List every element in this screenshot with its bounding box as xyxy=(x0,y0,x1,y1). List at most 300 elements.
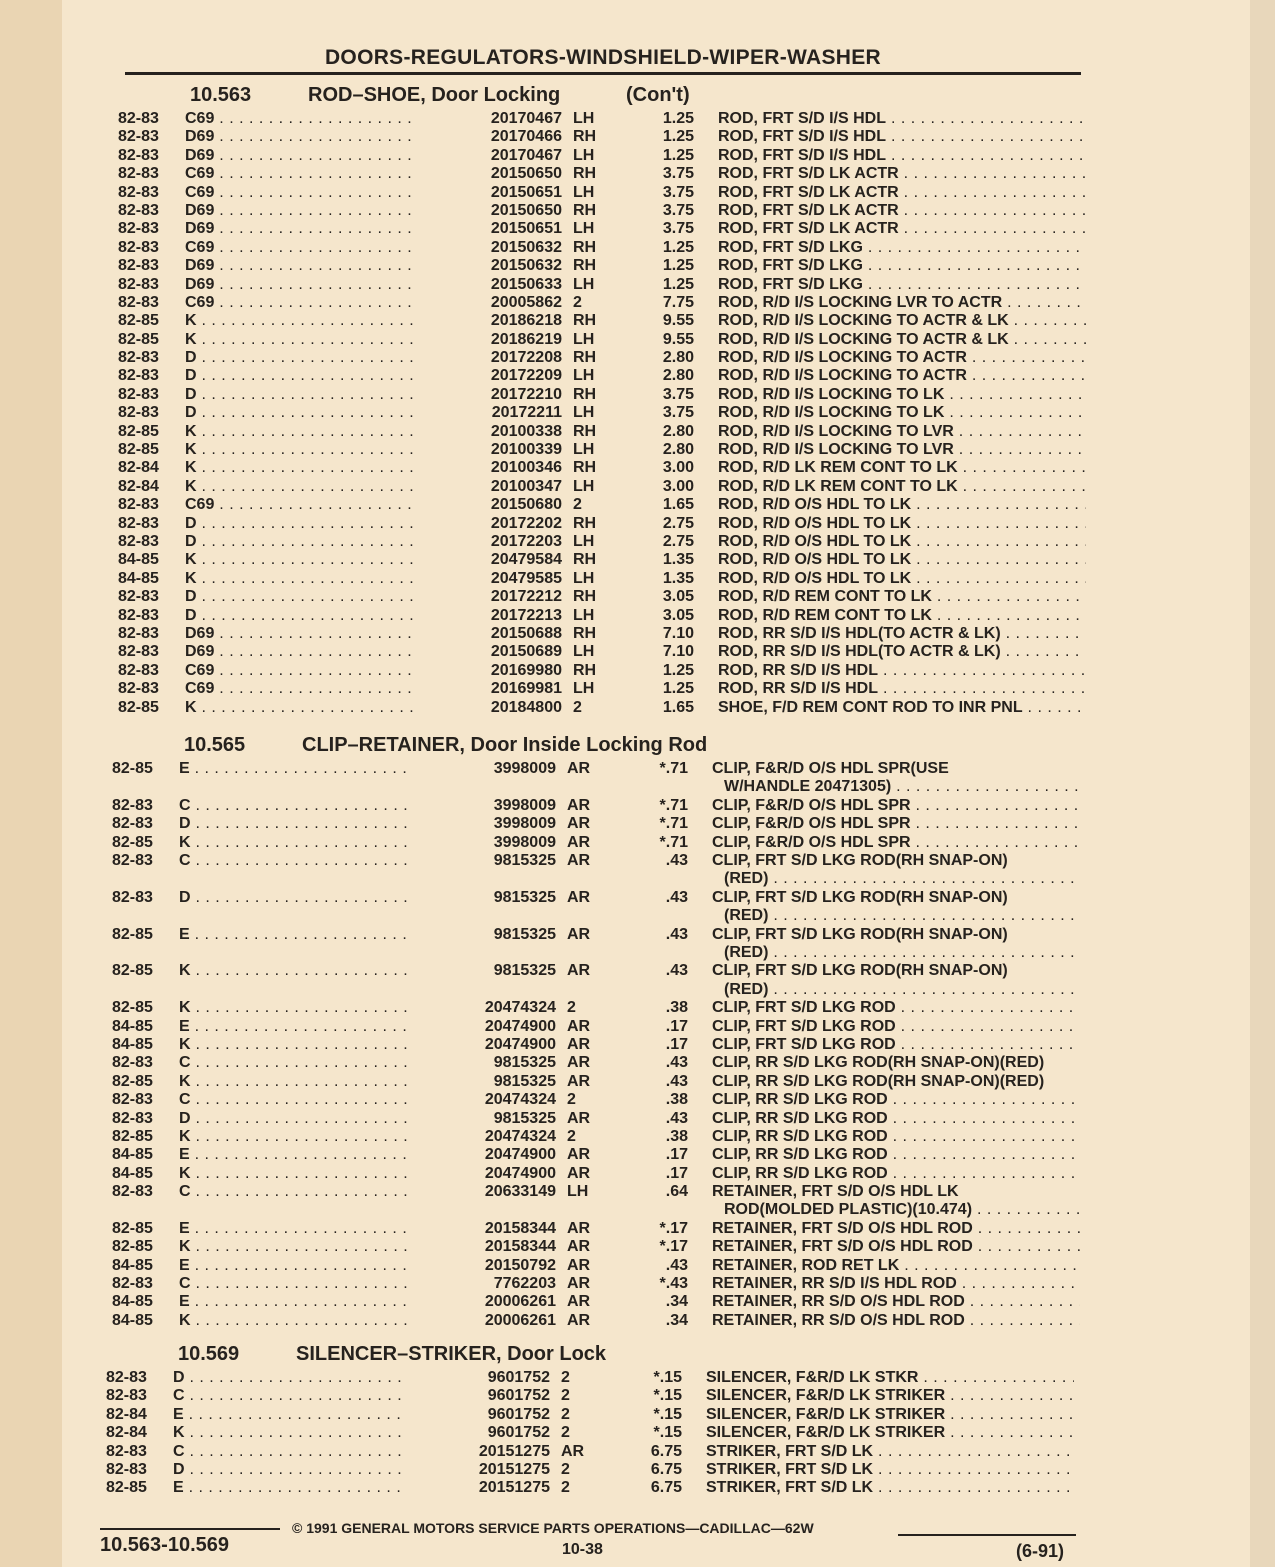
description-line: ROD, R/D O/S HDL TO LK . . . xyxy=(718,570,1086,588)
table-row xyxy=(106,1369,1074,1387)
row-years: 82-83 xyxy=(112,1054,153,1072)
row-description xyxy=(712,1312,1080,1330)
table-row xyxy=(112,1091,1080,1109)
row-years: 82-83 xyxy=(118,128,159,146)
description-line: (RED) . . . xyxy=(712,907,1080,925)
row-quantity: RH xyxy=(573,165,597,183)
row-quantity: RH xyxy=(573,514,597,532)
row-quantity: LH xyxy=(573,569,595,587)
row-model: D69 . . . xyxy=(185,128,457,146)
row-price: 3.75 xyxy=(662,183,694,201)
row-price: 7.10 xyxy=(662,624,694,642)
footer-copyright: © 1991 GENERAL MOTORS SERVICE PARTS OPERATIONS—CADILLAC—62W xyxy=(292,1520,814,1536)
description-line: RETAINER, RR S/D O/S HDL ROD . . . xyxy=(712,1293,1080,1311)
row-description xyxy=(718,551,1086,569)
row-years: 82-85 xyxy=(112,1238,153,1256)
row-price: *.17 xyxy=(659,1238,688,1256)
footer-rule-right xyxy=(898,1534,1076,1536)
row-price: .17 xyxy=(665,1164,688,1182)
row-part-number: 9815325 xyxy=(412,889,556,907)
row-description xyxy=(718,386,1086,404)
row-price: 2.75 xyxy=(662,514,694,532)
row-price: 3.75 xyxy=(662,220,694,238)
section-10-563 xyxy=(118,84,1086,717)
row-part-number: 3998009 xyxy=(412,797,556,815)
table-row xyxy=(118,367,1086,385)
row-description xyxy=(712,834,1080,852)
row-model: K . . . xyxy=(185,331,457,349)
row-part-number: 9815325 xyxy=(412,1110,556,1128)
row-model: E . . . xyxy=(179,1018,451,1036)
section-name: SILENCER–STRIKER, Door Lock xyxy=(296,1343,607,1365)
row-price: 3.75 xyxy=(662,165,694,183)
table-row xyxy=(112,1054,1080,1072)
row-part-number: 20474324 xyxy=(412,1091,556,1109)
row-quantity: LH xyxy=(573,367,595,385)
row-model: K . . . xyxy=(185,423,457,441)
row-part-number: 20151275 xyxy=(406,1479,550,1497)
row-description xyxy=(718,165,1086,183)
description-line: CLIP, RR S/D LKG ROD(RH SNAP-ON)(RED) xyxy=(712,1072,1045,1090)
description-line: ROD, RR S/D I/S HDL(TO ACTR & LK) . . . xyxy=(718,625,1086,643)
footer-rule-left xyxy=(100,1528,280,1530)
row-model: D69 . . . xyxy=(185,257,457,275)
row-description xyxy=(718,478,1086,496)
row-description xyxy=(718,643,1086,661)
row-years: 82-83 xyxy=(118,238,159,256)
row-years: 82-83 xyxy=(112,1183,153,1201)
row-quantity: 2 xyxy=(561,1387,570,1405)
row-quantity: LH xyxy=(573,183,595,201)
table-row xyxy=(118,110,1086,128)
row-model: C . . . xyxy=(179,1091,451,1109)
row-part-number: 20169980 xyxy=(418,662,562,680)
row-quantity: 2 xyxy=(573,698,582,716)
row-price: .43 xyxy=(665,1256,688,1274)
row-model: K . . . xyxy=(179,999,451,1017)
row-price: 3.75 xyxy=(662,201,694,219)
description-line: CLIP, FRT S/D LKG ROD(RH SNAP-ON) xyxy=(712,888,1008,906)
row-quantity: AR xyxy=(567,1054,591,1072)
description-line: ROD, FRT S/D LK ACTR . . . xyxy=(718,165,1086,183)
row-description xyxy=(712,999,1080,1017)
row-price: 1.25 xyxy=(662,146,694,164)
row-price: .38 xyxy=(665,999,688,1017)
row-model: C . . . xyxy=(179,1275,451,1293)
table-row xyxy=(106,1424,1074,1442)
row-description xyxy=(712,1220,1080,1238)
table-row xyxy=(118,312,1086,330)
description-line: ROD, FRT S/D LK ACTR . . . xyxy=(718,220,1086,238)
row-years: 82-85 xyxy=(112,760,153,777)
row-part-number: 9815325 xyxy=(412,1054,556,1072)
table-row xyxy=(118,257,1086,275)
description-line: ROD, RR S/D I/S HDL(TO ACTR & LK) . . . xyxy=(718,643,1086,661)
row-years: 82-84 xyxy=(106,1405,147,1423)
row-description xyxy=(712,926,1080,963)
row-description xyxy=(718,423,1086,441)
table-row xyxy=(118,147,1086,165)
row-quantity: 2 xyxy=(561,1369,570,1386)
row-model: K . . . xyxy=(179,962,451,980)
row-part-number: 7762203 xyxy=(412,1275,556,1293)
row-quantity: LH xyxy=(573,110,595,127)
row-quantity: LH xyxy=(573,643,595,661)
row-years: 82-83 xyxy=(112,1109,153,1127)
description-line: ROD, FRT S/D I/S HDL . . . xyxy=(718,147,1086,165)
row-part-number: 20006261 xyxy=(412,1293,556,1311)
section-title xyxy=(106,1343,1074,1369)
table-row xyxy=(118,128,1086,146)
row-years: 82-85 xyxy=(118,422,159,440)
row-price: .64 xyxy=(665,1183,688,1201)
row-years: 82-83 xyxy=(118,293,159,311)
table-row xyxy=(112,1128,1080,1146)
row-model: K . . . xyxy=(179,834,451,852)
row-description xyxy=(718,533,1086,551)
row-part-number: 20158344 xyxy=(412,1238,556,1256)
row-part-number: 20100338 xyxy=(418,423,562,441)
description-line: ROD, R/D I/S LOCKING TO ACTR . . . xyxy=(718,367,1086,385)
row-price: *.71 xyxy=(659,760,688,777)
table-row xyxy=(106,1406,1074,1424)
row-description xyxy=(712,1293,1080,1311)
row-years: 82-85 xyxy=(112,999,153,1017)
row-part-number: 9601752 xyxy=(406,1387,550,1405)
row-model: E . . . xyxy=(179,1293,451,1311)
row-price: .34 xyxy=(665,1293,688,1311)
row-years: 82-85 xyxy=(118,698,159,716)
row-price: .43 xyxy=(665,1109,688,1127)
row-part-number: 9815325 xyxy=(412,852,556,870)
row-part-number: 20186218 xyxy=(418,312,562,330)
row-quantity: AR xyxy=(567,833,591,851)
table-row xyxy=(112,1220,1080,1238)
row-part-number: 20150792 xyxy=(412,1257,556,1275)
row-quantity: LH xyxy=(573,680,595,698)
row-model: D69 . . . xyxy=(185,220,457,238)
description-line: SHOE, F/D REM CONT ROD TO INR PNL . . . xyxy=(718,699,1086,717)
table-row xyxy=(118,680,1086,698)
table-row xyxy=(118,607,1086,625)
description-line: ROD, R/D LK REM CONT TO LK . . . xyxy=(718,459,1086,477)
row-years: 82-83 xyxy=(118,220,159,238)
row-model: C69 . . . xyxy=(185,184,457,202)
row-description xyxy=(706,1479,1074,1497)
row-years: 82-84 xyxy=(118,477,159,495)
description-line: CLIP, FRT S/D LKG ROD(RH SNAP-ON) xyxy=(712,851,1008,869)
description-line: CLIP, FRT S/D LKG ROD . . . xyxy=(712,999,1080,1017)
row-years: 82-85 xyxy=(118,312,159,330)
row-part-number: 9601752 xyxy=(406,1424,550,1442)
row-description xyxy=(718,607,1086,625)
row-model: D . . . xyxy=(185,588,457,606)
row-part-number: 20150632 xyxy=(418,257,562,275)
description-line: CLIP, FRT S/D LKG ROD . . . xyxy=(712,1018,1080,1036)
row-model: C69 . . . xyxy=(185,165,457,183)
description-line: ROD, R/D I/S LOCKING TO LVR . . . xyxy=(718,441,1086,459)
row-years: 84-85 xyxy=(112,1164,153,1182)
row-part-number: 20172212 xyxy=(418,588,562,606)
row-part-number: 20150651 xyxy=(418,184,562,202)
table-row xyxy=(112,1312,1080,1330)
description-line: CLIP, FRT S/D LKG ROD . . . xyxy=(712,1036,1080,1054)
description-line: SILENCER, F&R/D LK STRIKER . . . xyxy=(706,1406,1074,1424)
row-years: 82-85 xyxy=(106,1479,147,1497)
row-years: 82-85 xyxy=(112,1072,153,1090)
row-years: 82-83 xyxy=(106,1460,147,1478)
row-price: *.15 xyxy=(653,1369,682,1386)
row-part-number: 20100347 xyxy=(418,478,562,496)
row-model: C69 . . . xyxy=(185,239,457,257)
row-years: 82-83 xyxy=(118,146,159,164)
row-price: *.15 xyxy=(653,1387,682,1405)
row-description xyxy=(718,515,1086,533)
row-quantity: RH xyxy=(573,238,597,256)
row-years: 82-85 xyxy=(112,833,153,851)
row-description xyxy=(718,625,1086,643)
row-price: .43 xyxy=(665,888,688,906)
row-part-number: 20170467 xyxy=(418,147,562,165)
row-description xyxy=(718,220,1086,238)
row-price: .38 xyxy=(665,1127,688,1145)
table-row xyxy=(118,386,1086,404)
row-model: D69 . . . xyxy=(185,625,457,643)
row-part-number: 20172210 xyxy=(418,386,562,404)
description-line: RETAINER, FRT S/D O/S HDL ROD . . . xyxy=(712,1220,1080,1238)
table-row xyxy=(112,834,1080,852)
row-model: K . . . xyxy=(179,1128,451,1146)
row-price: *.71 xyxy=(659,833,688,851)
row-description xyxy=(718,184,1086,202)
table-row xyxy=(112,1018,1080,1036)
row-part-number: 9815325 xyxy=(412,962,556,980)
description-line: ROD, FRT S/D LKG . . . xyxy=(718,257,1086,275)
row-model: D69 . . . xyxy=(185,147,457,165)
row-price: *.43 xyxy=(659,1275,688,1293)
row-quantity: 2 xyxy=(573,293,582,311)
row-quantity: 2 xyxy=(567,999,576,1017)
row-quantity: AR xyxy=(567,1017,591,1035)
row-years: 84-85 xyxy=(112,1311,153,1329)
table-row xyxy=(118,239,1086,257)
section-number: 10.565 xyxy=(184,734,246,756)
row-years: 84-85 xyxy=(112,1146,153,1164)
row-price: 2.75 xyxy=(662,532,694,550)
description-line: ROD, FRT S/D LK ACTR . . . xyxy=(718,202,1086,220)
row-part-number: 9601752 xyxy=(406,1369,550,1387)
row-years: 82-83 xyxy=(106,1442,147,1460)
row-quantity: AR xyxy=(567,796,591,814)
section-title xyxy=(118,84,1086,110)
row-model: D69 . . . xyxy=(185,643,457,661)
row-price: .43 xyxy=(665,925,688,943)
footer-page-number: 10-38 xyxy=(562,1541,603,1558)
row-model: K . . . xyxy=(185,699,457,717)
row-model: C . . . xyxy=(179,852,451,870)
row-price: .17 xyxy=(665,1146,688,1164)
row-quantity: RH xyxy=(573,551,597,569)
description-line: STRIKER, FRT S/D LK . . . xyxy=(706,1443,1074,1461)
row-part-number: 20150651 xyxy=(418,220,562,238)
row-model: C69 . . . xyxy=(185,294,457,312)
row-description xyxy=(712,1275,1080,1293)
row-years: 82-85 xyxy=(118,441,159,459)
row-model: K . . . xyxy=(185,478,457,496)
section-10-569 xyxy=(106,1343,1074,1498)
row-years: 82-83 xyxy=(118,349,159,367)
page-edge xyxy=(1250,0,1275,1567)
row-quantity: LH xyxy=(573,441,595,459)
row-description xyxy=(712,1238,1080,1256)
row-price: *.17 xyxy=(659,1219,688,1237)
row-part-number: 20150633 xyxy=(418,276,562,294)
row-quantity: RH xyxy=(573,422,597,440)
row-model: C . . . xyxy=(179,1183,451,1201)
row-description xyxy=(712,1091,1080,1109)
row-description xyxy=(718,349,1086,367)
row-quantity: LH xyxy=(567,1183,589,1201)
row-price: 2.80 xyxy=(662,422,694,440)
row-years: 82-83 xyxy=(118,606,159,624)
table-row xyxy=(112,1165,1080,1183)
row-price: 7.10 xyxy=(662,643,694,661)
table-row xyxy=(112,815,1080,833)
row-description xyxy=(718,404,1086,422)
description-line: SILENCER, F&R/D LK STRIKER . . . xyxy=(706,1424,1074,1442)
row-years: 82-83 xyxy=(112,851,153,869)
row-price: 1.35 xyxy=(662,569,694,587)
row-years: 82-83 xyxy=(112,1275,153,1293)
section-continued: (Con't) xyxy=(626,84,690,106)
row-quantity: LH xyxy=(573,477,595,495)
row-model: C . . . xyxy=(173,1443,445,1461)
row-description xyxy=(718,147,1086,165)
row-years: 82-83 xyxy=(118,514,159,532)
row-model: E . . . xyxy=(179,1257,451,1275)
description-line: ROD, R/D I/S LOCKING TO LK . . . xyxy=(718,404,1086,422)
row-model: E . . . xyxy=(173,1406,445,1424)
row-quantity: LH xyxy=(573,404,595,422)
row-price: .43 xyxy=(665,851,688,869)
row-quantity: AR xyxy=(567,1311,591,1329)
row-quantity: AR xyxy=(567,1219,591,1237)
table-row xyxy=(118,423,1086,441)
row-part-number: 20474324 xyxy=(412,1128,556,1146)
row-price: *.15 xyxy=(653,1405,682,1423)
description-line: W/HANDLE 20471305) . . . xyxy=(712,778,1080,796)
row-price: 3.05 xyxy=(662,588,694,606)
table-row xyxy=(118,551,1086,569)
row-description xyxy=(718,680,1086,698)
table-row xyxy=(112,1110,1080,1128)
description-line: CLIP, RR S/D LKG ROD(RH SNAP-ON)(RED) xyxy=(712,1054,1045,1072)
row-quantity: AR xyxy=(567,1035,591,1053)
row-model: K . . . xyxy=(185,551,457,569)
row-price: 3.00 xyxy=(662,477,694,495)
row-years: 84-85 xyxy=(112,1256,153,1274)
row-part-number: 20100346 xyxy=(418,459,562,477)
description-line: CLIP, RR S/D LKG ROD . . . xyxy=(712,1110,1080,1128)
description-line: (RED) . . . xyxy=(712,870,1080,888)
row-price: 6.75 xyxy=(650,1479,682,1497)
row-quantity: AR xyxy=(561,1442,585,1460)
description-line: ROD, R/D I/S LOCKING LVR TO ACTR . . . xyxy=(718,294,1086,312)
row-price: 1.25 xyxy=(662,238,694,256)
row-model: D . . . xyxy=(185,515,457,533)
description-line: ROD(MOLDED PLASTIC)(10.474) . . . xyxy=(712,1201,1080,1219)
row-part-number: 20169981 xyxy=(418,680,562,698)
row-price: 1.65 xyxy=(662,698,694,716)
table-row xyxy=(118,404,1086,422)
table-row xyxy=(112,1146,1080,1164)
row-model: C69 . . . xyxy=(185,496,457,514)
row-quantity: 2 xyxy=(573,496,582,514)
row-price: 1.25 xyxy=(662,661,694,679)
row-model: K . . . xyxy=(179,1165,451,1183)
table-row xyxy=(112,1036,1080,1054)
row-part-number: 20474900 xyxy=(412,1165,556,1183)
table-row xyxy=(112,1183,1080,1220)
row-years: 84-85 xyxy=(112,1293,153,1311)
row-description xyxy=(718,110,1086,128)
description-line: CLIP, F&R/D O/S HDL SPR . . . xyxy=(712,815,1080,833)
row-years: 82-83 xyxy=(118,624,159,642)
row-years: 82-85 xyxy=(112,925,153,943)
row-price: .43 xyxy=(665,962,688,980)
row-price: 9.55 xyxy=(662,330,694,348)
table-row xyxy=(118,220,1086,238)
table-row xyxy=(118,625,1086,643)
row-quantity: AR xyxy=(567,815,591,833)
row-model: D . . . xyxy=(185,607,457,625)
row-part-number: 20170467 xyxy=(418,110,562,128)
row-quantity: 2 xyxy=(561,1460,570,1478)
row-quantity: AR xyxy=(567,1256,591,1274)
row-part-number: 20479584 xyxy=(418,551,562,569)
row-quantity: RH xyxy=(573,312,597,330)
row-description xyxy=(712,852,1080,889)
row-years: 82-84 xyxy=(106,1424,147,1442)
description-line: ROD, R/D I/S LOCKING TO LVR . . . xyxy=(718,423,1086,441)
row-quantity: AR xyxy=(567,1293,591,1311)
row-model: K . . . xyxy=(179,1073,451,1091)
row-price: 6.75 xyxy=(650,1442,682,1460)
row-quantity: LH xyxy=(573,146,595,164)
description-line: ROD, R/D REM CONT TO LK . . . xyxy=(718,607,1086,625)
row-model: C69 . . . xyxy=(185,680,457,698)
row-description xyxy=(712,1146,1080,1164)
row-price: 1.25 xyxy=(662,680,694,698)
row-quantity: AR xyxy=(567,1109,591,1127)
row-description xyxy=(712,760,1080,797)
row-price: 1.25 xyxy=(662,275,694,293)
row-quantity: 2 xyxy=(567,1091,576,1109)
row-price: .38 xyxy=(665,1091,688,1109)
table-row xyxy=(112,926,1080,963)
row-description xyxy=(706,1387,1074,1405)
row-quantity: 2 xyxy=(561,1405,570,1423)
table-row xyxy=(118,202,1086,220)
row-quantity: RH xyxy=(573,349,597,367)
description-line: RETAINER, RR S/D O/S HDL ROD . . . xyxy=(712,1312,1080,1330)
row-description xyxy=(712,962,1080,999)
row-model: K . . . xyxy=(173,1424,445,1442)
row-part-number: 3998009 xyxy=(412,834,556,852)
description-line: ROD, FRT S/D I/S HDL . . . xyxy=(718,128,1086,146)
row-description xyxy=(706,1424,1074,1442)
row-quantity: LH xyxy=(573,220,595,238)
